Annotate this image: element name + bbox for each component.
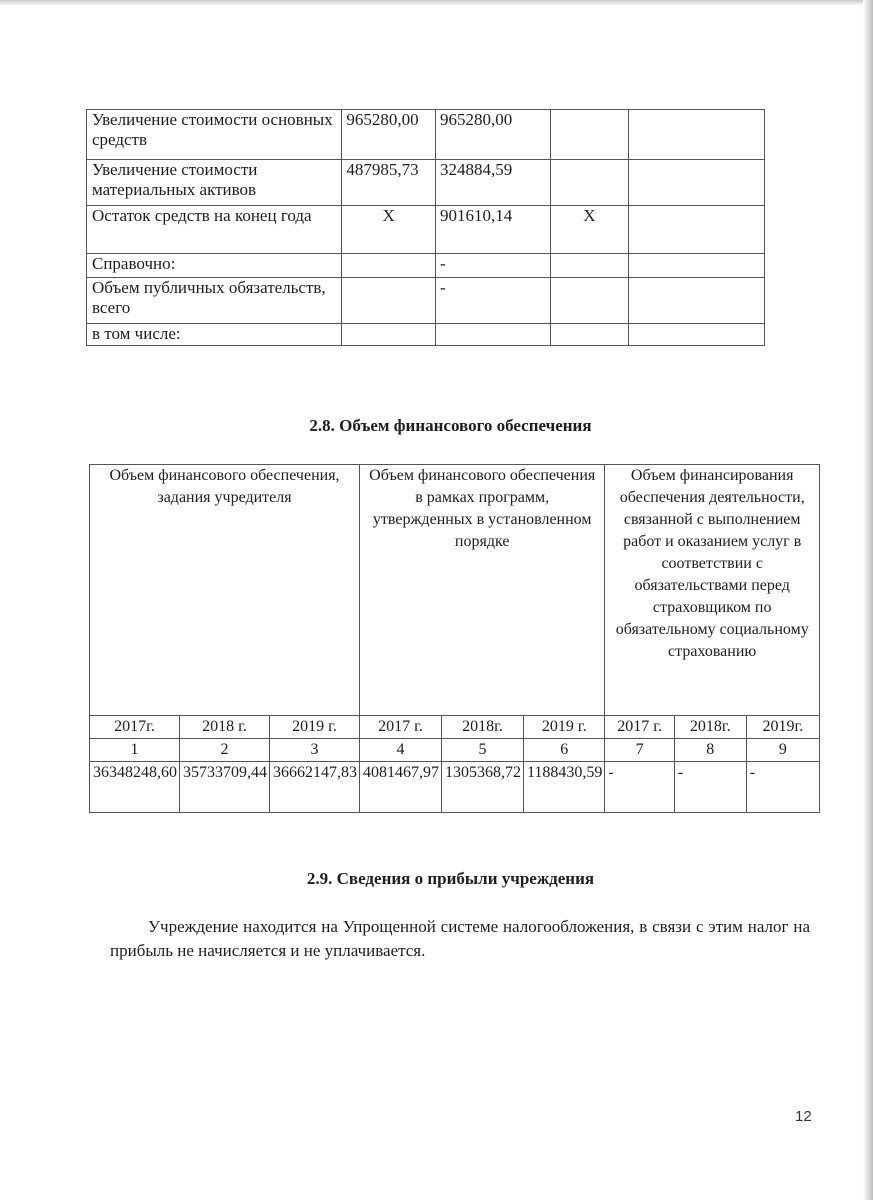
cell: [629, 254, 765, 278]
row-label: Остаток средств на конец года: [87, 206, 342, 254]
section-2-9-title: 2.9. Сведения о прибыли учреждения: [306, 869, 595, 888]
header-cell: Объем финансового обеспечения, задания учредителя: [90, 465, 360, 716]
row-label: в том числе:: [87, 324, 342, 346]
cell: [435, 324, 550, 346]
cell: [550, 160, 629, 206]
cell: 965280,00: [435, 110, 550, 160]
profit-paragraph: Учреждение находится на Упрощенной системе налогообложения, в связи с этим налог на прибыль не начисляется и не уплачивается.: [110, 917, 810, 960]
header-cell: Объем финансового обеспечения в рамках программ, утвержденных в установленном порядке: [360, 465, 605, 716]
table-row: [87, 160, 765, 206]
column-number: 6: [524, 739, 605, 762]
column-number: 7: [605, 739, 675, 762]
value-row: [90, 762, 820, 813]
cell: -: [435, 254, 550, 278]
year-cell: 2018г.: [442, 716, 524, 739]
cell: [550, 254, 629, 278]
cell: [342, 324, 436, 346]
header-row: [90, 465, 820, 716]
budget-table: [86, 109, 765, 346]
cell: 324884,59: [435, 160, 550, 206]
value-cell: -: [746, 762, 819, 813]
cell: [550, 278, 629, 324]
cell: [629, 278, 765, 324]
table-row: [87, 110, 765, 160]
cell: [629, 324, 765, 346]
row-label: Увеличение стоимости материальных активов: [87, 160, 342, 206]
column-number: 4: [360, 739, 442, 762]
column-number: 9: [746, 739, 819, 762]
cell: [342, 278, 436, 324]
value-cell: 35733709,44: [180, 762, 270, 813]
cell: [629, 160, 765, 206]
value-cell: -: [605, 762, 675, 813]
table-row: [87, 278, 765, 324]
year-cell: 2017 г.: [360, 716, 442, 739]
value-cell: 36662147,83: [270, 762, 360, 813]
column-number: 2: [180, 739, 270, 762]
cell: [550, 110, 629, 160]
year-row: [90, 716, 820, 739]
value-cell: 1305368,72: [442, 762, 524, 813]
scan-right-edge: [863, 0, 873, 1200]
header-cell: Объем финансирования обеспечения деятельности, связанной с выполнением работ и оказанием услуг в соответствии с обязательствами перед страховщиком по обязательному социальному страхованию: [605, 465, 820, 716]
cell: 901610,14: [435, 206, 550, 254]
scan-top-edge: [0, 0, 873, 6]
financing-table: [89, 464, 820, 813]
value-cell: 1188430,59: [524, 762, 605, 813]
row-label: Увеличение стоимости основных средств: [87, 110, 342, 160]
cell: [629, 110, 765, 160]
year-cell: 2017г.: [90, 716, 180, 739]
table-row: [87, 206, 765, 254]
cell: 965280,00: [342, 110, 436, 160]
column-number-row: [90, 739, 820, 762]
year-cell: 2018г.: [674, 716, 746, 739]
year-cell: 2018 г.: [180, 716, 270, 739]
cell: X: [342, 206, 436, 254]
value-cell: 4081467,97: [360, 762, 442, 813]
table-row: [87, 324, 765, 346]
year-cell: 2019г.: [746, 716, 819, 739]
year-cell: 2019 г.: [270, 716, 360, 739]
year-cell: 2017 г.: [605, 716, 675, 739]
column-number: 3: [270, 739, 360, 762]
cell: -: [435, 278, 550, 324]
row-label: Справочно:: [87, 254, 342, 278]
cell: X: [550, 206, 629, 254]
page-number: 12: [795, 1108, 812, 1125]
cell: [550, 324, 629, 346]
cell: [629, 206, 765, 254]
cell: [342, 254, 436, 278]
year-cell: 2019 г.: [524, 716, 605, 739]
section-2-8-title: 2.8. Объем финансового обеспечения: [309, 416, 592, 435]
column-number: 5: [442, 739, 524, 762]
cell: 487985,73: [342, 160, 436, 206]
value-cell: -: [674, 762, 746, 813]
table-row: [87, 254, 765, 278]
column-number: 8: [674, 739, 746, 762]
column-number: 1: [90, 739, 180, 762]
value-cell: 36348248,60: [90, 762, 180, 813]
row-label: Объем публичных обязательств, всего: [87, 278, 342, 324]
